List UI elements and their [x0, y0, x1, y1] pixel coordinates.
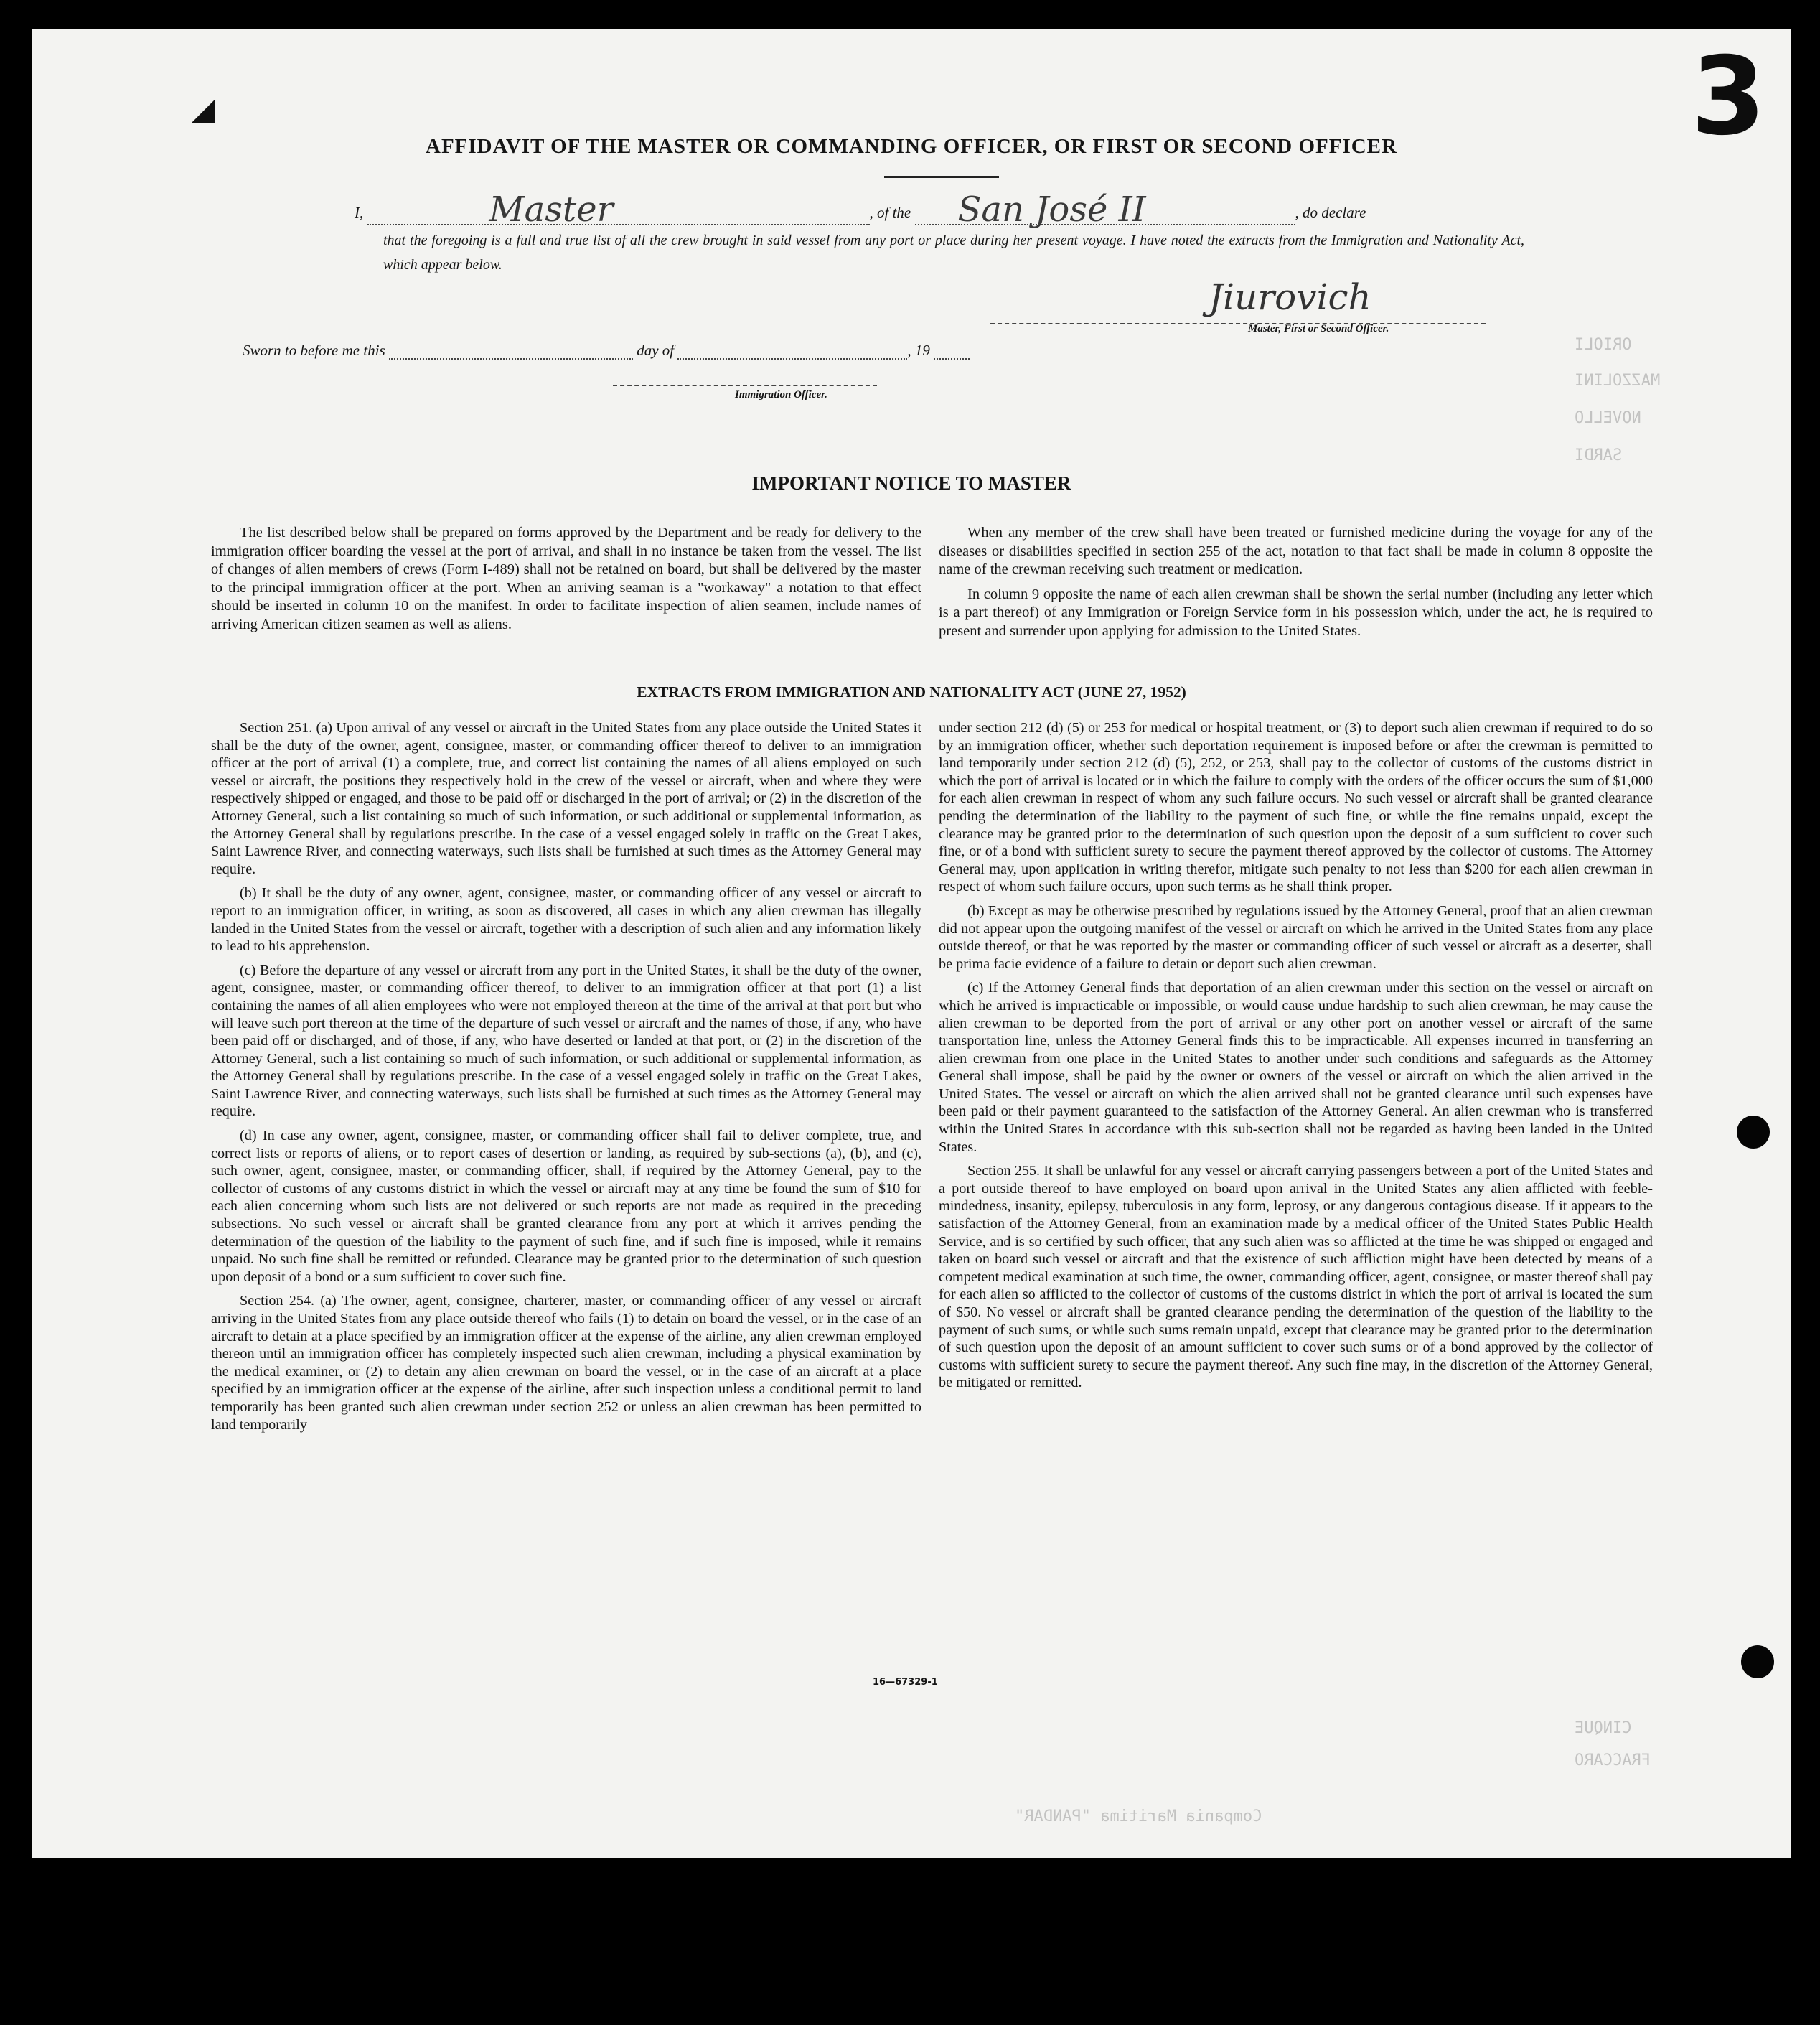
declaration-block [355, 190, 1524, 273]
section-254a: Section 254. (a) The owner, agent, consignee, charterer, master, or commanding officer of any vessel or aircraft arriving in the United States from any place outside thereof who fails (1) to detain on board the vessel, or in the case of an aircraft to detain at a place specified by an immigration officer at the expense of the airline, any alien crewman employed thereon until an immigration officer has completely inspected such alien crewman, including a physical examination by the medical examiner, or (2) to detain any alien crewman on board the vessel, or in the case of an aircraft at a place specified by an immigration officer at the expense of the airline, after such inspection unless a conditional permit to land temporarily has been granted such alien crewman under section 252 or unless an alien crewman has been permitted to land temporarily [211, 1293, 921, 1433]
declaration-text: that the foregoing is a full and true list of all the crew brought in said vessel from any port or place during her present voyage. I have noted the extracts from the Immigration and Nationality Act, which appear below. [383, 233, 1524, 273]
notice-left-column [211, 524, 921, 641]
notice-right-text-1: When any member of the crew shall have been treated or furnished medicine during the voyage for any of the diseases or disabilities specified in section 255 of the act, notation to that fact shall be made in column 8 opposite the name of the crewman receiving such treatment or medication. [939, 525, 1653, 578]
form-code: 16—67329-1 [873, 1677, 938, 1688]
sworn-year-field [934, 344, 970, 360]
sworn-month-field [677, 344, 907, 360]
year-label: , 19 [907, 342, 930, 359]
extracts-title: EXTRACTS FROM IMMIGRATION AND NATIONALITY ACT (JUNE 27, 1952) [637, 683, 1186, 701]
immigration-officer-label: Immigration Officer. [735, 389, 827, 401]
section-251b: (b) It shall be the duty of any owner, agent, consignee, master, or commanding officer of any vessel or aircraft to report to an immigration officer, in writing, as soon as discovered, all cases in which any alien crewman has illegally landed in the United States from the vessel or aircraft, together with a description of such alien and any information likely to lead to his apprehension. [211, 885, 921, 955]
vessel-field [915, 190, 1295, 230]
notice-right-text-2: In column 9 opposite the name of each alien crewman shall be shown the serial number (including any letter which is a part thereof) of any Immigration or Foreign Service form in his possession which, under the act, he is required to present and surrender upon applying for admission to the United States. [939, 586, 1653, 639]
signature-label: Master, First or Second Officer. [1248, 323, 1389, 335]
declaration-i-label: I, [355, 204, 364, 221]
notice-right-column [939, 524, 1653, 647]
show-through-text: ORIOLI [1575, 336, 1632, 354]
punch-hole-lower [1741, 1645, 1774, 1678]
show-through-text: SARDI [1575, 446, 1623, 464]
section-255: Section 255. It shall be unlawful for any vessel or aircraft carrying passengers between a port of the United States and a port outside thereof to have employed on board upon arrival in the United States any alien afflicted with feeble-mindedness, insanity, epilepsy, tuberculosis in any form, leprosy, or any dangerous contagious disease. If it appears to the satisfaction of the Attorney General, from an examination made by a medical officer of the United States Public Health Service, and is so certified by such officer, that any such alien was so afflicted at the time he was shipped or engaged and taken on board such vessel or aircraft and that the existence of such affliction might have been detected by means of a competent medical examination at such time, the owner, commanding officer, agent, consignee, or master thereof shall pay for each alien so afflicted to the collector of customs of the customs district in which the port of arrival is located the sum of $50. No vessel or aircraft shall be granted clearance pending the determination of the question of the liability to the payment of such sums, or while such sums remain unpaid, except that clearance may be granted prior to the determination of such question upon the deposit of an amount sufficient to cover such sums or of a bond approved by the collector of customs with sufficient surety to secure the payment thereof. Any such fine may, in the discretion of the Attorney General, be mitigated or remitted. [939, 1163, 1653, 1391]
page-number-mark: 3 [1691, 34, 1766, 159]
corner-smudge [191, 99, 215, 123]
signature-handwriting: Jiurovich [1209, 276, 1371, 318]
section-251a: Section 251. (a) Upon arrival of any vessel or aircraft in the United States from any place outside the United States it shall be the duty of the owner, agent, consignee, master, or commanding officer thereof to deliver to an immigration officer at the port of arrival (1) a complete, true, and correct list containing the names of all aliens employed on such vessel or aircraft, the positions they respectively hold in the crew of the vessel or aircraft, when and where they were respectively shipped or engaged, and those to be paid off or discharged in the port of arrival; or (2) in the discretion of the Attorney General, such a list containing so much of such information, or such additional or supplemental information, as the Attorney General shall by regulations prescribe. In the case of a vessel engaged solely in traffic on the Great Lakes, Saint Lawrence River, and connecting waterways, such lists shall be furnished at such times as the Attorney General may require. [211, 720, 921, 877]
name-field [367, 190, 870, 230]
affidavit-title: AFFIDAVIT OF THE MASTER OR COMMANDING OFFICER, OR FIRST OR SECOND OFFICER [426, 135, 1397, 158]
section-254a-continued: under section 212 (d) (5) or 253 for medical or hospital treatment, or (3) to deport such alien crewman if required to do so by an immigration officer, whether such deportation requirement is imposed before or after the crewman is permitted to land temporarily under section 212 (d) (5), 252, or 253, shall pay to the collector of customs of the customs district in which the port of arrival is located or in which the failure to comply with the orders of the officer occurs the sum of $1,000 for each alien crewman in respect of whom any such failure occurs. No such vessel or aircraft shall be granted clearance pending the determination of the liability to the payment of such fine, or while the fine remains unpaid, except the clearance may be granted prior to the determination of such question upon the deposit of a sum sufficient to cover such fine, or of a bond with sufficient surety to secure the payment thereof approved by the collector of customs. The Attorney General may, upon application in writing therefor, mitigate such penalty to not less than $200 for each alien crewman in respect of whom such failure occurs, upon such terms as he shall think proper. [939, 720, 1653, 895]
sworn-label: Sworn to before me this [243, 342, 385, 359]
section-251c: (c) Before the departure of any vessel or aircraft from any port in the United States, it shall be the duty of the owner, agent, consignee, master, or commanding officer thereof, to deliver to an immigration officer at that port (1) a list containing the names of all alien employees who were not employed thereon at the time of the arrival at that port but who will leave such port thereon at the time of the departure of such vessel or aircraft and the names of those, if any, who have been paid off or discharged, and of those, if any, who have deserted or landed at that port, or (2) in the discretion of the Attorney General, such a list containing so much of such information, or such additional or supplemental information, as the Attorney General shall by regulations prescribe. In the case of a vessel engaged solely in traffic on the Great Lakes, Saint Lawrence River, and connecting waterways, such lists shall be furnished at such times as the Attorney General may require. [211, 962, 921, 1120]
vessel-handwriting: San José II [957, 190, 1146, 230]
notice-left-text: The list described below shall be prepared on forms approved by the Department and be ready for delivery to the immigration officer boarding the vessel at the port of arrival, and shall in no instance be taken from the vessel. The list of changes of alien members of crews (Form I-489) shall not be retained on board, but shall be delivered by the master to the principal immigration officer at the port. When an arriving seaman is a "workaway" a notation to that effect should be inserted in column 10 on the manifest. In order to facilitate inspection of alien seamen, include names of arriving American citizen seamen as well as aliens. [211, 525, 921, 632]
of-the-label: , of the [869, 204, 911, 221]
notice-title: IMPORTANT NOTICE TO MASTER [751, 472, 1071, 494]
section-254b: (b) Except as may be otherwise prescribed by regulations issued by the Attorney General, proof that an alien crewman did not appear upon the outgoing manifest of the vessel or aircraft on which he arrived in the United States from any place outside thereof, or that he was reported by the master or commanding officer of such vessel or aircraft as a deserter, shall be prima facie evidence of a failure to detain or deport such alien crewman. [939, 902, 1653, 972]
immigration-officer-line [613, 385, 877, 386]
document-page [32, 29, 1791, 1858]
show-through-text: CINQUE [1575, 1719, 1632, 1737]
title-rule [884, 176, 999, 178]
sworn-day-field [389, 344, 633, 360]
name-handwriting: Master [489, 190, 614, 230]
section-251d: (d) In case any owner, agent, consignee, master, or commanding officer shall fail to deliver complete, true, and correct lists or reports of aliens, or to report cases of desertion or landing, as required by sub-sections (a), (b), and (c), such owner, agent, consignee, master, or commanding officer, shall, if required by the Attorney General, pay to the collector of customs of any customs district in which the vessel or aircraft may at any time be found the sum of $10 for each alien concerning whom such lists are not delivered or such reports are not made as required in the preceding subsections. No such vessel or aircraft shall be granted clearance from any port at which it arrives pending the determination of the question of the liability to the payment of such fine, and if such fine is imposed, while it remains unpaid. No such fine shall be remitted or refunded. Clearance may be granted prior to the determination of such question upon deposit of a bond or a sum sufficient to cover such fine. [211, 1128, 921, 1285]
show-through-text: FRACCARO [1575, 1752, 1651, 1769]
show-through-text: NOVELLO [1575, 409, 1641, 427]
signature-line [990, 316, 1486, 324]
do-declare-label: , do declare [1295, 204, 1366, 221]
day-of-label: day of [637, 342, 675, 359]
sworn-line [243, 342, 970, 360]
extracts-right-column [939, 719, 1653, 1398]
extracts-left-column [211, 719, 921, 1440]
punch-hole-upper [1737, 1116, 1770, 1149]
show-through-text: Compania Maritima "PANDAR" [1015, 1807, 1262, 1825]
show-through-text: MAZZOLINI [1575, 372, 1661, 390]
section-254c: (c) If the Attorney General finds that deportation of an alien crewman under this section on the vessel or aircraft on which he arrived is impracticable or impossible, or would cause undue hardship to such alien crewman, he may cause the alien crewman to be deported from the port of arrival or any other port on another vessel or aircraft of the same transportation line, unless the Attorney General finds this to be impracticable. All expenses incurred in transferring an alien crewman from one place in the United States to another under such conditions and safeguards as the Attorney General shall impose, shall be paid by the owner or owners of the vessel or aircraft on which the alien arrived in the United States. The vessel or aircraft on which the alien arrived shall not be granted clearance until such expenses have been paid or their payment guaranteed to the satisfaction of the Attorney General. An alien crewman who is transferred within the United States in accordance with this sub-section shall not be regarded as having been landed in the United States. [939, 980, 1653, 1155]
